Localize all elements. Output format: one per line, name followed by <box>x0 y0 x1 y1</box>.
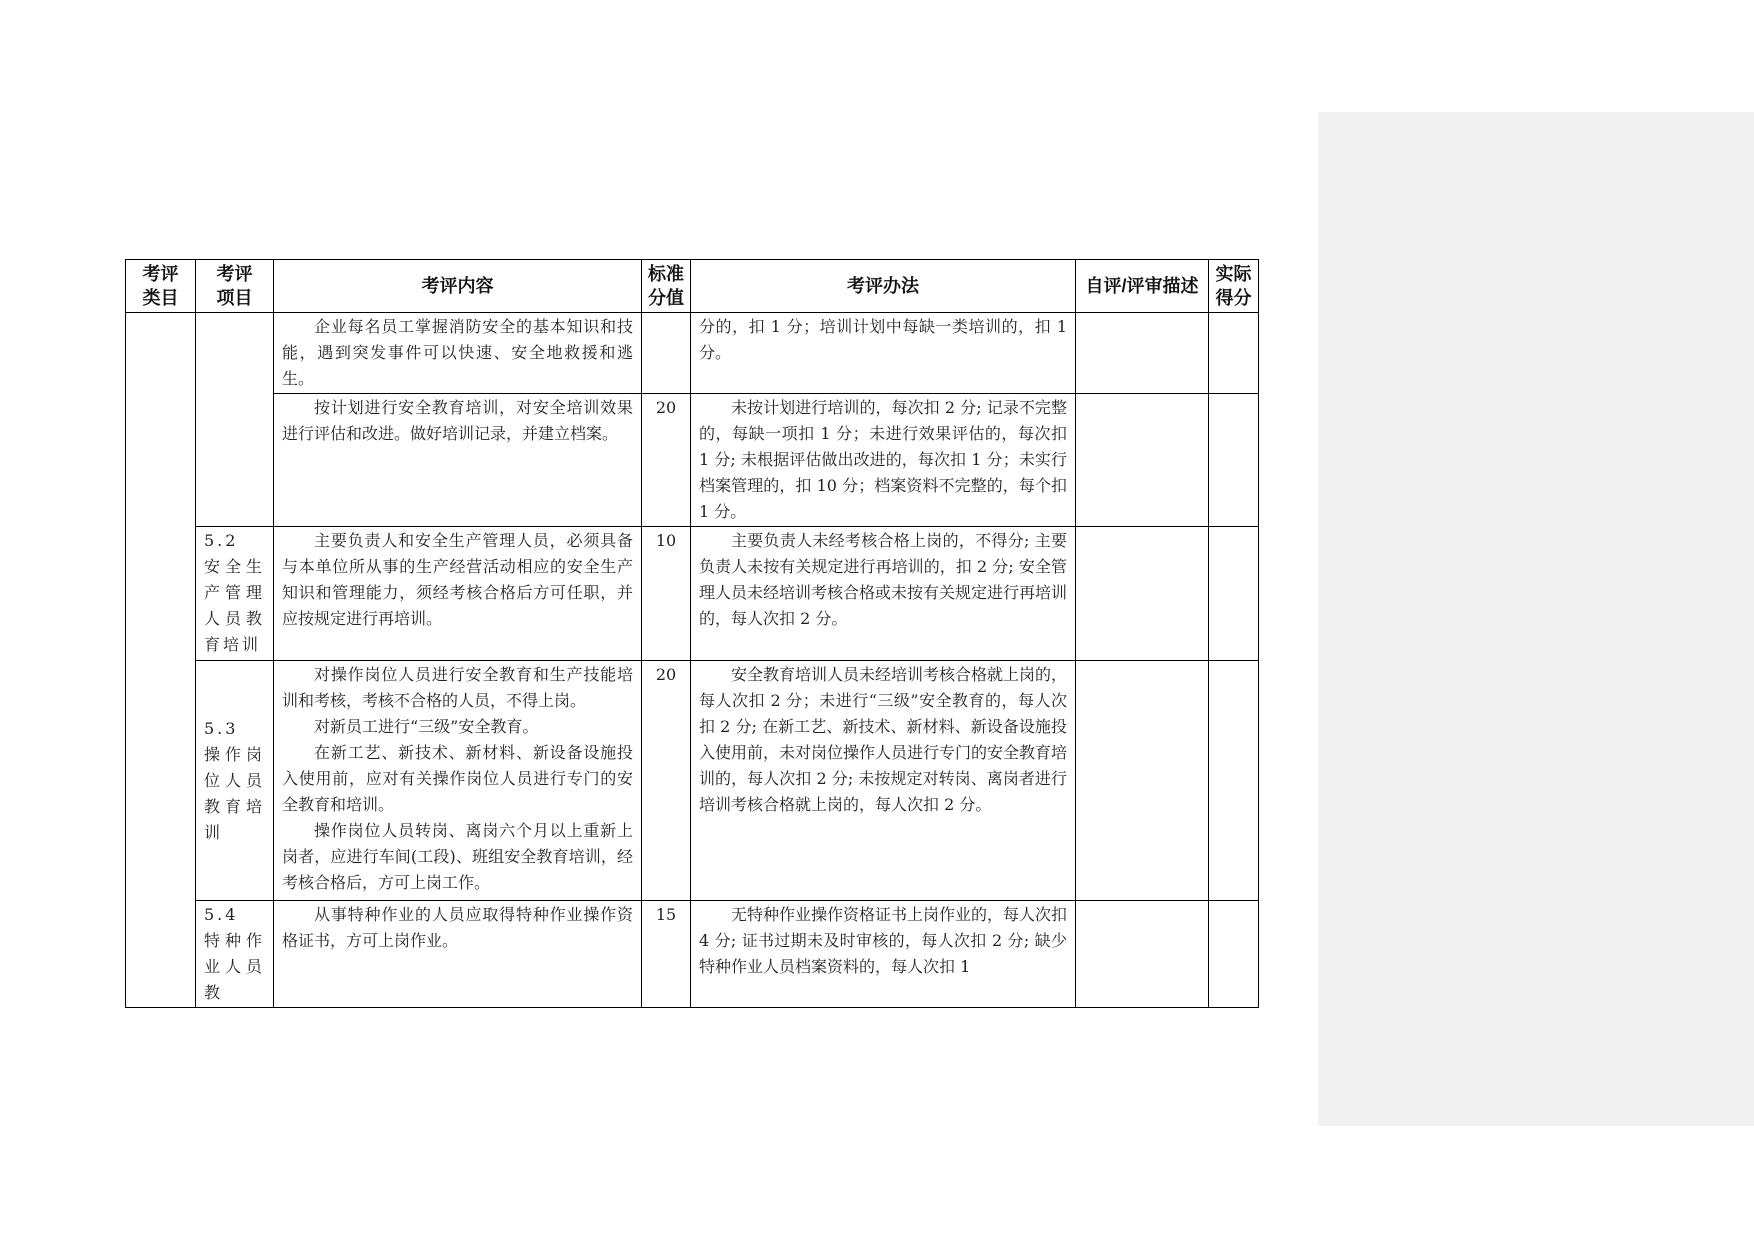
item-cell <box>196 527 274 661</box>
method-paragraph: 安全教育培训人员未经培训考核合格就上岗的，每人次扣 2 分；未进行“三级”安全教育的，每人次扣 2 分; 在新工艺、新技术、新材料、新设备设施投入使用前，未对岗位操作人员进行专门的安全教育培训的，每人次扣 2 分; 未按规定对转岗、离岗者进行培训考核合格就上岗的，每人次扣 2 分。 <box>699 665 1068 814</box>
content-paragraph: 对操作岗位人员进行安全教育和生产技能培训和考核，考核不合格的人员，不得上岗。 <box>282 665 633 710</box>
self-review-cell[interactable] <box>1076 901 1209 1008</box>
content-cell <box>274 394 642 527</box>
content-paragraph: 在新工艺、新技术、新材料、新设备设施投入使用前，应对有关操作岗位人员进行专门的安全教育和培训。 <box>282 743 633 814</box>
content-cell <box>274 901 642 1008</box>
score-cell: 20 <box>642 661 691 901</box>
actual-score-cell[interactable] <box>1209 901 1259 1008</box>
evaluation-table <box>125 259 1259 1008</box>
item-cell <box>196 313 274 527</box>
score-cell <box>642 313 691 394</box>
method-paragraph: 未按计划进行培训的，每次扣 2 分; 记录不完整的，每缺一项扣 1 分；未进行效果评估的，每次扣 1 分; 未根据评估做出改进的，每次扣 1 分；未实行档案管理的，扣 10 分；档案资料不完整的，每个扣 1 分。 <box>699 398 1067 521</box>
method-cell <box>691 527 1076 661</box>
self-review-cell[interactable] <box>1076 394 1209 527</box>
self-review-cell[interactable] <box>1076 661 1209 901</box>
method-cell <box>691 394 1076 527</box>
header-method: 考评办法 <box>691 260 1076 313</box>
table-row <box>126 527 1259 661</box>
content-cell <box>274 661 642 901</box>
item-label: 5.3 操作岗位人员教育培训 <box>204 718 265 842</box>
item-label: 5.4 特种作业人员教 <box>204 905 265 1002</box>
actual-score-cell[interactable] <box>1209 661 1259 901</box>
header-actual-score: 实际 得分 <box>1209 260 1259 313</box>
content-paragraph: 主要负责人和安全生产管理人员，必须具备与本单位所从事的生产经营活动相应的安全生产知识和管理能力，须经考核合格后方可任职，并应按规定进行再培训。 <box>282 531 633 628</box>
header-row <box>126 260 1259 313</box>
score-cell: 10 <box>642 527 691 661</box>
score-cell: 15 <box>642 901 691 1008</box>
content-paragraph: 企业每名员工掌握消防安全的基本知识和技能，遇到突发事件可以快速、安全地救援和逃生。 <box>282 317 633 388</box>
actual-score-cell[interactable] <box>1209 527 1259 661</box>
content-cell <box>274 313 642 394</box>
method-cell <box>691 901 1076 1008</box>
score-cell: 20 <box>642 394 691 527</box>
header-self-review: 自评/评审描述 <box>1076 260 1209 313</box>
item-cell <box>196 901 274 1008</box>
content-paragraph: 从事特种作业的人员应取得特种作业操作资格证书，方可上岗作业。 <box>282 905 633 950</box>
item-cell <box>196 661 274 901</box>
table-row <box>126 313 1259 394</box>
content-cell <box>274 527 642 661</box>
header-content: 考评内容 <box>274 260 642 313</box>
item-label: 5.2 安全生产管理人员教育培训 <box>204 531 265 654</box>
method-paragraph: 无特种作业操作资格证书上岗作业的，每人次扣 4 分; 证书过期未及时审核的，每人次扣 2 分; 缺少特种作业人员档案资料的，每人次扣 1 <box>699 905 1068 976</box>
side-panel <box>1318 112 1754 1126</box>
self-review-cell[interactable] <box>1076 313 1209 394</box>
self-review-cell[interactable] <box>1076 527 1209 661</box>
method-cell <box>691 661 1076 901</box>
method-paragraph: 主要负责人未经考核合格上岗的，不得分; 主要负责人未按有关规定进行再培训的，扣 2 分; 安全管理人员未经培训考核合格或未按有关规定进行再培训的，每人次扣 2 分。 <box>699 531 1068 628</box>
content-paragraph: 按计划进行安全教育培训，对安全培训效果进行评估和改进。做好培训记录，并建立档案。 <box>282 398 633 443</box>
category-cell <box>126 313 196 1008</box>
table-row <box>126 394 1259 527</box>
actual-score-cell[interactable] <box>1209 313 1259 394</box>
table-row <box>126 661 1259 901</box>
header-item: 考评 项目 <box>196 260 274 313</box>
method-paragraph: 分的，扣 1 分；培训计划中每缺一类培训的，扣 1 分。 <box>699 317 1067 362</box>
actual-score-cell[interactable] <box>1209 394 1259 527</box>
header-standard-score: 标准 分值 <box>642 260 691 313</box>
header-category: 考评 类目 <box>126 260 196 313</box>
table-row <box>126 901 1259 1008</box>
content-paragraph: 对新员工进行“三级”安全教育。 <box>314 717 539 736</box>
content-paragraph: 操作岗位人员转岗、离岗六个月以上重新上岗者，应进行车间(工段)、班组安全教育培训，经考核合格后，方可上岗工作。 <box>282 821 633 892</box>
method-cell <box>691 313 1076 394</box>
